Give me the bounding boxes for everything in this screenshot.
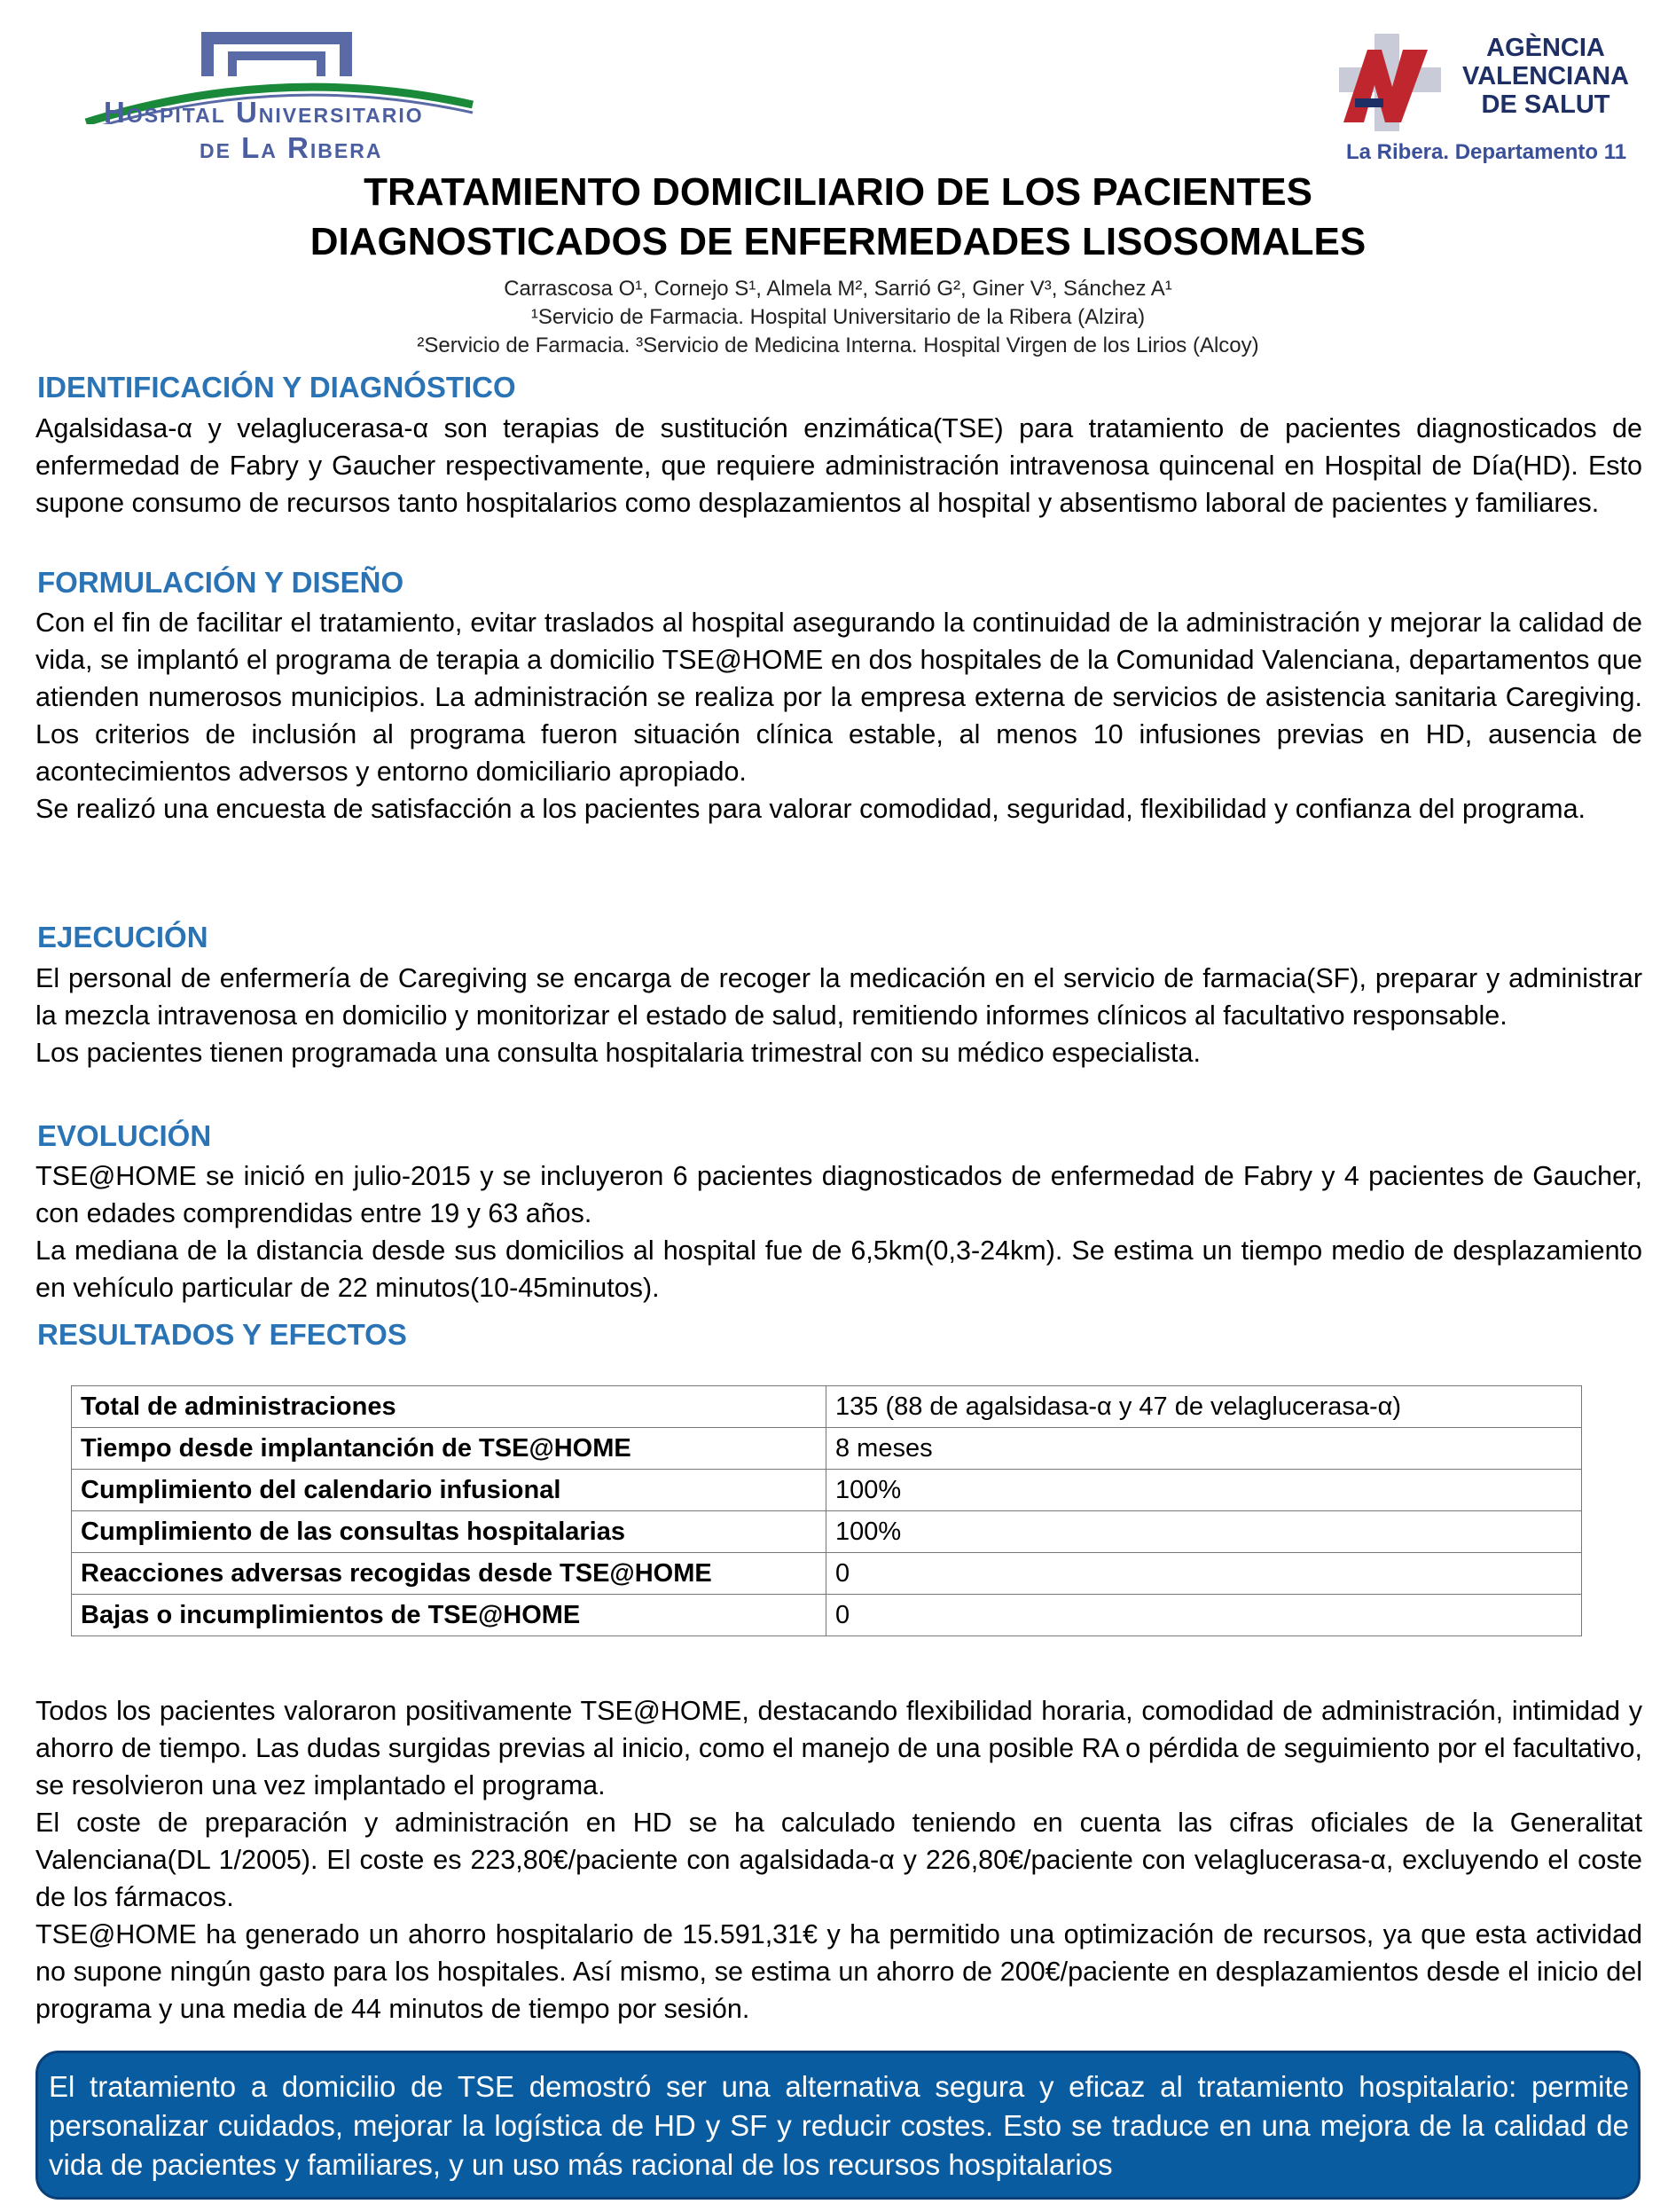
hospital-name-line1: Hospital Universitario	[104, 96, 424, 129]
heading-identificacion: IDENTIFICACIÓN Y DIAGNÓSTICO	[37, 371, 516, 404]
table-cell-label: Cumplimiento de las consultas hospitalarias	[72, 1511, 826, 1553]
agency-name	[1453, 34, 1639, 119]
authors: Carrascosa O¹, Cornejo S¹, Almela M², Sarrió G², Giner V³, Sánchez A¹	[504, 277, 1172, 301]
heading-evolucion: EVOLUCIÓN	[37, 1119, 212, 1152]
section-ejecucion	[35, 960, 1642, 1071]
table-cell-value: 135 (88 de agalsidasa-α y 47 de velaglucerasa-α)	[826, 1386, 1582, 1428]
table-cell-value: 100%	[826, 1511, 1582, 1553]
conclusion-box	[35, 2051, 1641, 2200]
resultados-text-1: Todos los pacientes valoraron positivamente TSE@HOME, destacando flexibilidad horaria, comodidad de administración, intimidad y ahorro de tiempo. Las dudas surgidas previas al inicio, como el manejo de una posible RA o pérdida de seguimiento por el facultativo, se resolvieron una vez implantado el programa.	[35, 1696, 1642, 1800]
heading-ejecucion: EJECUCIÓN	[37, 921, 208, 953]
table-cell-label: Reacciones adversas recogidas desde TSE@HOME	[72, 1553, 826, 1595]
formulacion-text-2: Se realizó una encuesta de satisfacción a los pacientes para valorar comodidad, seguridad, flexibilidad y confianza del programa.	[35, 794, 1586, 824]
table-cell-value: 0	[826, 1553, 1582, 1595]
table-cell-value: 100%	[826, 1470, 1582, 1511]
table-row	[72, 1553, 1582, 1595]
evolucion-text-1: TSE@HOME se inició en julio-2015 y se incluyeron 6 pacientes diagnosticados de enfermedad de Fabry y 4 pacientes de Gaucher, con edades comprendidas entre 19 y 63 años.	[35, 1161, 1642, 1228]
table-row	[72, 1386, 1582, 1428]
section-identificacion	[35, 410, 1642, 522]
section-evolucion	[35, 1157, 1642, 1306]
agency-av-icon	[1339, 34, 1445, 131]
hospital-name-line2: de La Ribera	[200, 131, 383, 164]
ejecucion-text-1: El personal de enfermería de Caregiving se encarga de recoger la medicación en el servicio de farmacia(SF), preparar y administrar la mezcla intravenosa en domicilio y monitorizar el estado de salud, remitiendo informes clínicos al facultativo responsable.	[35, 963, 1642, 1031]
table-cell-label: Tiempo desde implantanción de TSE@HOME	[72, 1428, 826, 1470]
table-cell-label: Bajas o incumplimientos de TSE@HOME	[72, 1595, 826, 1636]
agency-name-line1: AGÈNCIA	[1486, 34, 1605, 62]
heading-resultados: RESULTADOS Y EFECTOS	[37, 1318, 407, 1351]
ejecucion-text-2: Los pacientes tienen programada una consulta hospitalaria trimestral con su médico especialista.	[35, 1038, 1201, 1068]
resultados-text-3: TSE@HOME ha generado un ahorro hospitalario de 15.591,31€ y ha permitido una optimización de recursos, ya que esta actividad no supone ningún gasto para los hospitales. Así mismo, se estima un ahorro de 200€/paciente en desplazamientos desde el inicio del programa y una media de 44 minutos de tiempo por sesión.	[35, 1919, 1642, 2024]
section-formulacion	[35, 604, 1642, 828]
formulacion-text-1: Con el fin de facilitar el tratamiento, evitar traslados al hospital asegurando la continuidad de la administración y mejorar la calidad de vida, se implantó el programa de terapia a domicilio TSE@HOME en dos hospitales de la Comunidad Valenciana, departamentos que atienden numerosos municipios. La administración se realiza por la empresa externa de servicios de asistencia sanitaria Caregiving. Los criterios de inclusión al programa fueron situación clínica estable, al menos 10 infusiones previas en HD, ausencia de acontecimientos adversos y entorno domiciliario apropiado.	[35, 608, 1642, 787]
table-row	[72, 1511, 1582, 1553]
agency-name-line2: VALENCIANA	[1462, 62, 1629, 90]
table-cell-label: Cumplimiento del calendario infusional	[72, 1470, 826, 1511]
table-cell-value: 8 meses	[826, 1428, 1582, 1470]
agency-logo	[1339, 27, 1667, 169]
poster-title-line1: TRATAMIENTO DOMICILIARIO DE LOS PACIENTES	[364, 170, 1312, 214]
table-row	[72, 1595, 1582, 1636]
evolucion-text-2: La mediana de la distancia desde sus domicilios al hospital fue de 6,5km(0,3-24km). Se estima un tiempo medio de desplazamiento en vehículo particular de 22 minutos(10-45minutos).	[35, 1235, 1642, 1303]
table-cell-label: Total de administraciones	[72, 1386, 826, 1428]
identificacion-text: Agalsidasa-α y velaglucerasa-α son terapias de sustitución enzimática(TSE) para tratamiento de pacientes diagnosticados de enfermedad de Fabry y Gaucher respectivamente, que requiere administración intravenosa quincenal en Hospital de Día(HD). Esto supone consumo de recursos tanto hospitalarios como desplazamientos al hospital y absentismo laboral de pacientes y familiares.	[35, 413, 1642, 518]
table-cell-value: 0	[826, 1595, 1582, 1636]
table-row	[72, 1470, 1582, 1511]
agency-department: La Ribera. Departamento 11	[1346, 140, 1627, 164]
agency-name-line3: DE SALUT	[1481, 90, 1610, 119]
table-row	[72, 1428, 1582, 1470]
poster-title-line2: DIAGNOSTICADOS DE ENFERMEDADES LISOSOMALES	[309, 220, 1367, 263]
hospital-logo	[84, 32, 474, 165]
affiliation-2: ²Servicio de Farmacia. ³Servicio de Medicina Interna. Hospital Virgen de los Lirios (Alcoy)	[417, 333, 1259, 357]
section-resultados-text	[35, 1692, 1642, 2028]
affiliation-1: ¹Servicio de Farmacia. Hospital Universitario de la Ribera (Alzira)	[530, 305, 1146, 329]
results-table	[71, 1385, 1582, 1636]
resultados-text-2: El coste de preparación y administración en HD se ha calculado teniendo en cuenta las cifras oficiales de la Generalitat Valenciana(DL 1/2005). El coste es 223,80€/paciente con agalsidada-α y 226,80€/paciente con velaglucerasa-α, excluyendo el coste de los fármacos.	[35, 1808, 1642, 1912]
conclusion-text: El tratamiento a domicilio de TSE demostró ser una alternativa segura y eficaz al tratamiento hospitalario: permite personalizar cuidados, mejorar la logística de HD y SF y reducir costes. Esto se traduce en una mejora de la calidad de vida de pacientes y familiares, y un uso más racional de los recursos hospitalarios	[49, 2070, 1629, 2181]
heading-formulacion: FORMULACIÓN Y DISEÑO	[37, 566, 404, 599]
